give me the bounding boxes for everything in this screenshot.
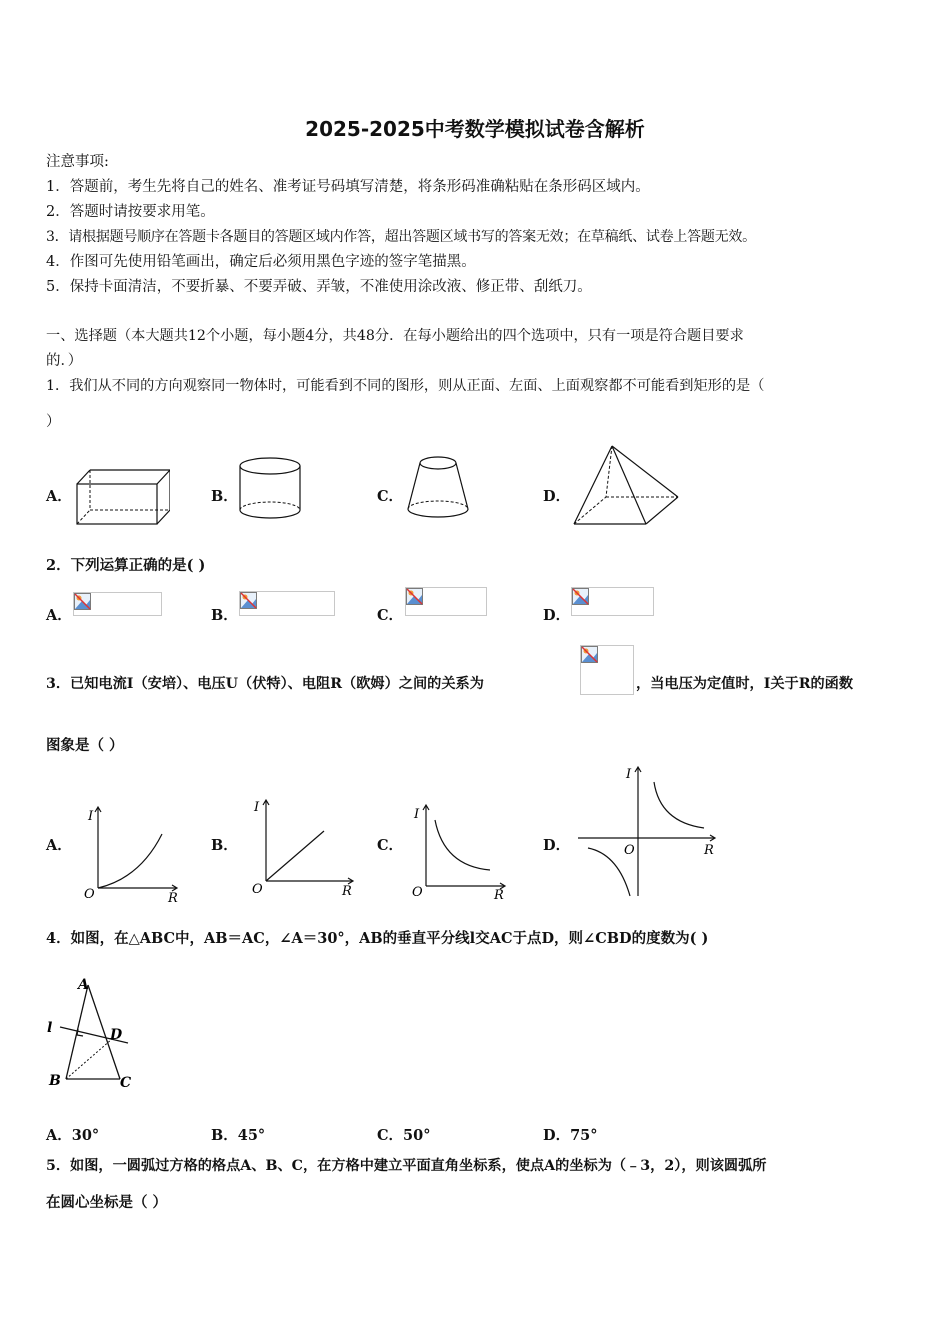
q2-option-c-label: C． (377, 607, 404, 624)
q2-option-c-image-placeholder (405, 587, 487, 616)
q3-option-c-label: C． (377, 837, 404, 854)
q1-option-c-label: C． (377, 488, 404, 505)
broken-image-icon (572, 588, 589, 605)
q3-c-origin-label: O (412, 885, 423, 900)
q3-graph-b (248, 795, 356, 900)
notice-item-3: 3．请根据题号顺序在答题卡各题目的答题区域内作答，超出答题区域书写的答案无效；在草稿纸、试卷上答题无效。 (46, 229, 756, 245)
q4-option-b: B．45° (211, 1127, 266, 1144)
q2-option-a-label: A． (46, 607, 72, 624)
frustum-figure (402, 454, 474, 526)
broken-image-icon (406, 588, 423, 605)
q3-graph-d (574, 762, 720, 902)
q3-line2: 图象是（ ） (46, 737, 124, 754)
q3-option-d-label: D． (543, 837, 571, 854)
q3-b-x-label: R (342, 884, 352, 899)
q3-formula-image-placeholder (580, 645, 634, 695)
broken-image-icon (240, 592, 257, 609)
q1-line2: ） (46, 414, 61, 430)
q4-option-d: D．75° (543, 1127, 598, 1144)
q2-option-a-image-placeholder (73, 592, 162, 616)
q4-text: 4．如图，在△ABC中，AB＝AC，∠A＝30°，AB的垂直平分线l交AC于点D，则∠CBD的度数为( ) (46, 930, 709, 947)
q5-line1: 5．如图，一圆弧过方格的格点A、B、C，在方格中建立平面直角坐标系，使点A的坐标为（﹣3，2），则该圆弧所 (46, 1158, 767, 1174)
q3-b-origin-label: O (252, 882, 263, 897)
vertex-b-label: B (49, 1073, 61, 1089)
q2-option-d-image-placeholder (571, 587, 654, 616)
triangle-abc-figure (44, 975, 140, 1091)
notice-item-4: 4．作图可先使用铅笔画出，确定后必须用黑色字迹的签字笔描黑。 (46, 254, 476, 270)
q3-b-y-label: I (254, 800, 260, 815)
q3-d-y-label: I (626, 767, 632, 782)
q3-d-origin-label: O (624, 843, 635, 858)
q5-line2: 在圆心坐标是（ ） (46, 1194, 168, 1211)
point-d-label: D (110, 1027, 123, 1043)
q3-d-x-label: R (704, 843, 714, 858)
q2-option-b-image-placeholder (239, 591, 335, 616)
cylinder-figure (236, 456, 306, 526)
q3-c-y-label: I (414, 807, 420, 822)
section-heading-line2: 的．） (46, 353, 83, 369)
q4-option-c: C．50° (377, 1127, 431, 1144)
q4-option-a: A．30° (46, 1127, 100, 1144)
q2-text: 2．下列运算正确的是( ) (46, 557, 206, 574)
q3-option-b-label: B． (211, 837, 238, 854)
q3-a-y-label: I (88, 809, 94, 824)
q2-option-d-label: D． (543, 607, 571, 624)
page-title: 2025-2025中考数学模拟试卷含解析 (305, 117, 645, 141)
notice-item-5: 5．保持卡面清洁，不要折暴、不要弄破、弄皱，不准使用涂改液、修正带、刮纸刀。 (46, 279, 592, 295)
line-l-label: l (47, 1020, 53, 1036)
q3-a-origin-label: O (84, 887, 95, 902)
q3-graph-a (78, 802, 180, 904)
q1-option-a-label: A． (46, 488, 72, 505)
q3-text-part2: ，当电压为定值时，I关于R的函数 (636, 676, 854, 692)
vertex-c-label: C (120, 1075, 132, 1091)
section-heading-line1: 一、选择题（本大题共12个小题，每小题4分，共48分．在每小题给出的四个选项中，只有一项是符合题目要求 (46, 328, 744, 344)
q1-line1: 1．我们从不同的方向观察同一物体时，可能看到不同的图形，则从正面、左面、上面观察都不可能看到矩形的是（ (46, 378, 765, 394)
q3-a-x-label: R (168, 891, 178, 904)
notice-item-2: 2．答题时请按要求用笔。 (46, 204, 215, 220)
q3-option-a-label: A． (46, 837, 72, 854)
q1-option-b-label: B． (211, 488, 238, 505)
q3-graph-c (408, 800, 508, 902)
q1-option-d-label: D． (543, 488, 571, 505)
pyramid-figure (570, 442, 682, 528)
notice-heading: 注意事项: (46, 154, 109, 170)
vertex-a-label: A (78, 977, 89, 993)
q3-c-x-label: R (494, 888, 504, 902)
broken-image-icon (581, 646, 598, 663)
q3-text-part1: 3．已知电流I（安培）、电压U（伏特）、电阻R（欧姆）之间的关系为 (46, 676, 484, 692)
q2-option-b-label: B． (211, 607, 238, 624)
notice-item-1: 1．答题前，考生先将自己的姓名、准考证号码填写清楚，将条形码准确粘贴在条形码区域内。 (46, 179, 650, 195)
broken-image-icon (74, 593, 91, 610)
cuboid-figure (70, 462, 170, 528)
